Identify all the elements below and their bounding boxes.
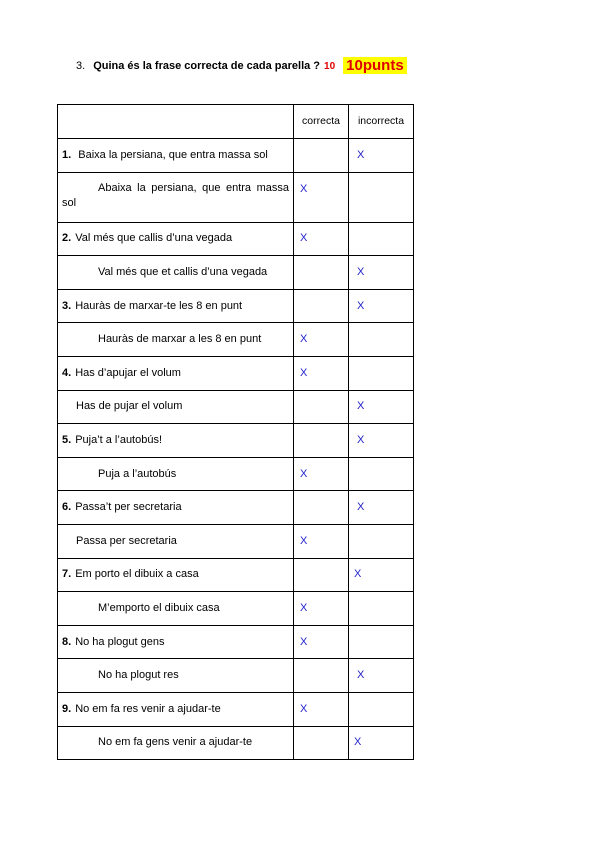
- table-row: [58, 524, 414, 558]
- sentence-cell: [58, 424, 294, 458]
- sentence-cell: [58, 289, 294, 323]
- sentence-text: M’emporto el dibuix casa: [98, 601, 220, 614]
- sentence-cell: [58, 726, 294, 760]
- table-header-row: [58, 105, 414, 139]
- incorrecta-cell: [349, 592, 414, 626]
- incorrecta-cell: [349, 222, 414, 256]
- sentence-cell: [58, 692, 294, 726]
- correcta-cell: X: [294, 222, 349, 256]
- sentence-cell: [58, 256, 294, 290]
- sentence-text: Abaixa la persiana, que entra massa sol: [62, 181, 289, 209]
- pair-number: 2.: [62, 232, 72, 245]
- correcta-cell: X: [294, 356, 349, 390]
- correcta-cell: [294, 289, 349, 323]
- sentence-text: Baixa la persiana, que entra massa sol: [78, 148, 268, 161]
- pair-number: 3.: [62, 299, 72, 312]
- sentence-text: Puja a l’autobús: [98, 467, 177, 480]
- question-heading: [76, 56, 407, 73]
- sentence-text: Hauràs de marxar-te les 8 en punt: [75, 299, 243, 312]
- header-incorrecta: incorrecta: [349, 105, 414, 139]
- sentence-cell: [58, 323, 294, 357]
- incorrecta-cell: X: [349, 558, 414, 592]
- sentence-cell: [58, 356, 294, 390]
- incorrecta-cell: X: [349, 424, 414, 458]
- table-row: [58, 625, 414, 659]
- pair-number: 8.: [62, 635, 72, 648]
- correcta-cell: X: [294, 524, 349, 558]
- incorrecta-cell: [349, 524, 414, 558]
- sentence-cell: [58, 457, 294, 491]
- table-row: [58, 390, 414, 424]
- incorrecta-cell: [349, 323, 414, 357]
- sentence-cell: [58, 659, 294, 693]
- sentence-text: Has de pujar el volum: [76, 400, 183, 413]
- sentence-text: No em fa res venir a ajudar-te: [75, 702, 221, 715]
- sentence-cell: [58, 524, 294, 558]
- incorrecta-cell: [349, 172, 414, 222]
- header-sentence: [58, 105, 294, 139]
- sentence-cell: [58, 625, 294, 659]
- sentence-cell: [58, 592, 294, 626]
- table-row: [58, 659, 414, 693]
- sentence-cell: [58, 558, 294, 592]
- question-number: 3.: [76, 60, 86, 72]
- table-row: [58, 424, 414, 458]
- sentence-text: Puja’t a l’autobús!: [75, 433, 163, 446]
- correcta-cell: [294, 491, 349, 525]
- correcta-cell: X: [294, 692, 349, 726]
- table-row: [58, 692, 414, 726]
- table-row: [58, 289, 414, 323]
- incorrecta-cell: X: [349, 289, 414, 323]
- incorrecta-cell: [349, 692, 414, 726]
- sentence-text: Val més que et callis d’una vegada: [98, 265, 268, 278]
- pair-number: 1.: [62, 148, 72, 161]
- sentence-cell: [58, 139, 294, 173]
- table-row: [58, 323, 414, 357]
- sentence-text: Em porto el dibuix a casa: [75, 568, 199, 581]
- header-correcta: correcta: [294, 105, 349, 139]
- question-text: Quina és la frase correcta de cada parella ?: [93, 60, 321, 72]
- table-row: [58, 491, 414, 525]
- table-row: [58, 457, 414, 491]
- correcta-cell: [294, 558, 349, 592]
- correcta-cell: [294, 256, 349, 290]
- incorrecta-cell: [349, 457, 414, 491]
- question-points: 10: [324, 61, 336, 72]
- incorrecta-cell: X: [349, 659, 414, 693]
- incorrecta-cell: [349, 625, 414, 659]
- sentence-text: Passa’t per secretaria: [75, 501, 182, 514]
- correcta-cell: X: [294, 592, 349, 626]
- pair-number: 6.: [62, 501, 72, 514]
- sentence-text: No ha plogut gens: [75, 635, 165, 648]
- correcta-cell: [294, 390, 349, 424]
- sentence-text: Val més que callis d’una vegada: [75, 232, 233, 245]
- table-row: [58, 256, 414, 290]
- pair-number: 4.: [62, 366, 72, 379]
- incorrecta-cell: [349, 356, 414, 390]
- sentence-cell: [58, 390, 294, 424]
- sentence-text: Hauràs de marxar a les 8 en punt: [98, 333, 262, 346]
- table-row: [58, 222, 414, 256]
- sentence-text: Has d’apujar el volum: [75, 366, 181, 379]
- points-badge: 10punts: [343, 57, 407, 74]
- correcta-cell: [294, 139, 349, 173]
- sentence-text: No em fa gens venir a ajudar-te: [98, 736, 253, 749]
- incorrecta-cell: X: [349, 139, 414, 173]
- sentence-cell: [58, 172, 294, 222]
- table-row: [58, 726, 414, 760]
- table-row: [58, 592, 414, 626]
- sentence-cell: [58, 491, 294, 525]
- correcta-cell: X: [294, 625, 349, 659]
- pair-number: 5.: [62, 433, 72, 446]
- pair-number: 7.: [62, 568, 72, 581]
- incorrecta-cell: X: [349, 491, 414, 525]
- incorrecta-cell: X: [349, 726, 414, 760]
- correcta-cell: X: [294, 323, 349, 357]
- table-row: [58, 558, 414, 592]
- sentence-cell: [58, 222, 294, 256]
- incorrecta-cell: X: [349, 256, 414, 290]
- incorrecta-cell: X: [349, 390, 414, 424]
- correcta-cell: [294, 659, 349, 693]
- sentence-text: No ha plogut res: [98, 669, 179, 682]
- table-row: [58, 139, 414, 173]
- table-row: [58, 172, 414, 222]
- correcta-cell: [294, 424, 349, 458]
- table-row: [58, 356, 414, 390]
- correcta-cell: X: [294, 172, 349, 222]
- answer-table: [57, 104, 414, 760]
- pair-number: 9.: [62, 702, 72, 715]
- sentence-text: Passa per secretaria: [76, 534, 177, 547]
- correcta-cell: X: [294, 457, 349, 491]
- correcta-cell: [294, 726, 349, 760]
